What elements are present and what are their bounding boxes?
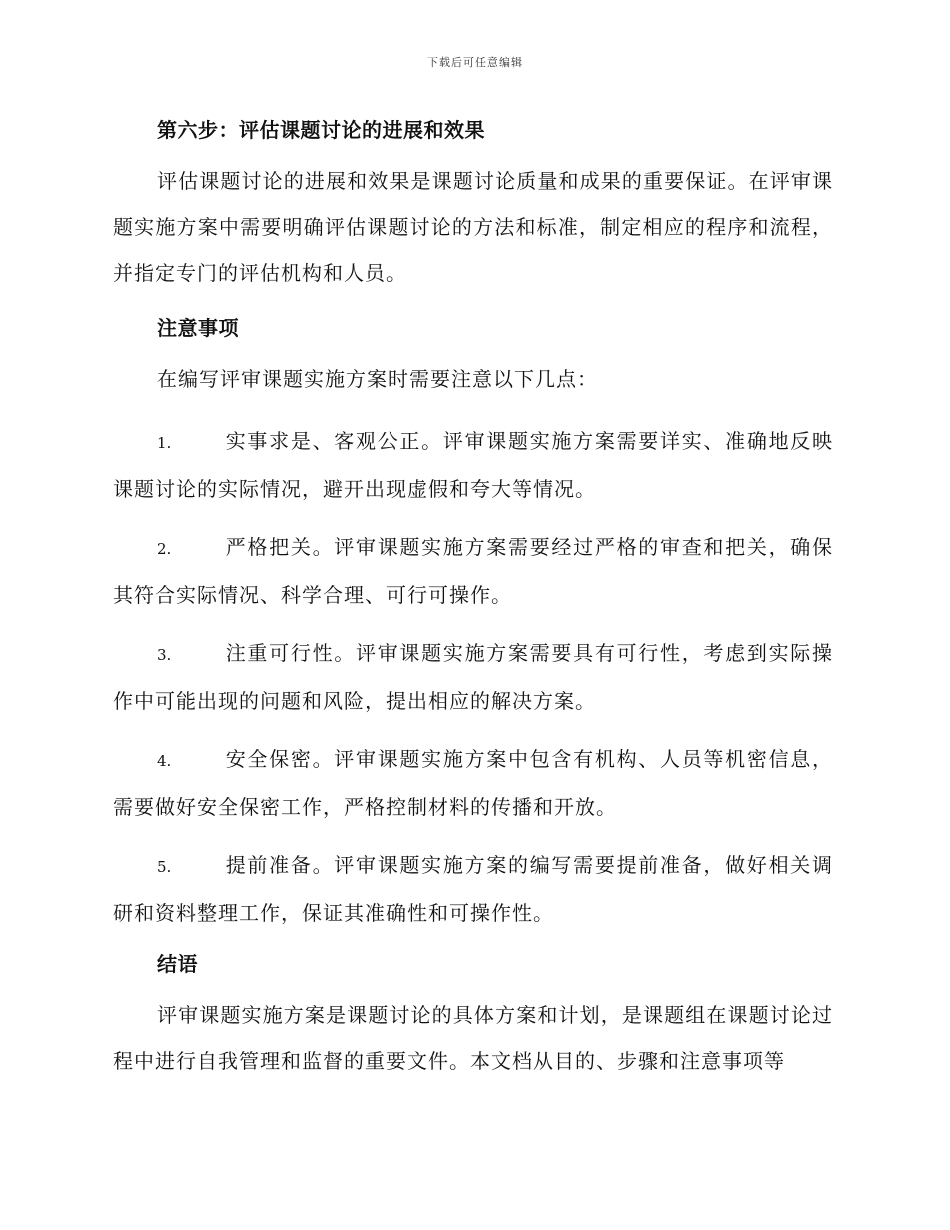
- list-item: [113, 418, 833, 512]
- section6-heading: 第六步：评估课题讨论的进展和效果: [157, 118, 485, 142]
- list-item: [113, 524, 833, 618]
- list-item-number: 3.: [157, 646, 172, 664]
- list-item-text: 严格把关。评审课题实施方案需要经过严格的审查和把关，确保其符合实际情况、科学合理、可行可操作。: [113, 535, 833, 607]
- conclusion-heading: 结语: [157, 952, 198, 976]
- header-note: 下载后可任意编辑: [427, 56, 523, 69]
- list-item-number: 4.: [157, 752, 172, 770]
- section6-paragraph: 评估课题讨论的进展和效果是课题讨论质量和成果的重要保证。在评审课题实施方案中需要明确评估课题讨论的方法和标准，制定相应的程序和流程，并指定专门的评估机构和人员。: [113, 169, 833, 285]
- notes-heading: 注意事项: [157, 316, 239, 340]
- document-body: [113, 110, 833, 1084]
- list-item-number: 2.: [157, 540, 172, 558]
- notes-intro: 在编写评审课题实施方案时需要注意以下几点：: [157, 367, 598, 391]
- list-item-text: 注重可行性。评审课题实施方案需要具有可行性，考虑到实际操作中可能出现的问题和风险，提出相应的解决方案。: [113, 641, 833, 713]
- list-item: [113, 630, 833, 724]
- list-item: [113, 736, 833, 830]
- list-item: [113, 842, 833, 936]
- list-item-number: 5.: [157, 858, 172, 876]
- list-item-text: 安全保密。评审课题实施方案中包含有机构、人员等机密信息，需要做好安全保密工作，严格控制材料的传播和开放。: [113, 747, 833, 819]
- conclusion-paragraph: 评审课题实施方案是课题讨论的具体方案和计划，是课题组在课题讨论过程中进行自我管理和监督的重要文件。本文档从目的、步骤和注意事项等: [113, 1003, 833, 1073]
- list-item-number: 1.: [157, 434, 172, 452]
- list-item-text: 提前准备。评审课题实施方案的编写需要提前准备，做好相关调研和资料整理工作，保证其准确性和可操作性。: [113, 853, 833, 925]
- list-item-text: 实事求是、客观公正。评审课题实施方案需要详实、准确地反映课题讨论的实际情况，避开出现虚假和夸大等情况。: [113, 429, 833, 501]
